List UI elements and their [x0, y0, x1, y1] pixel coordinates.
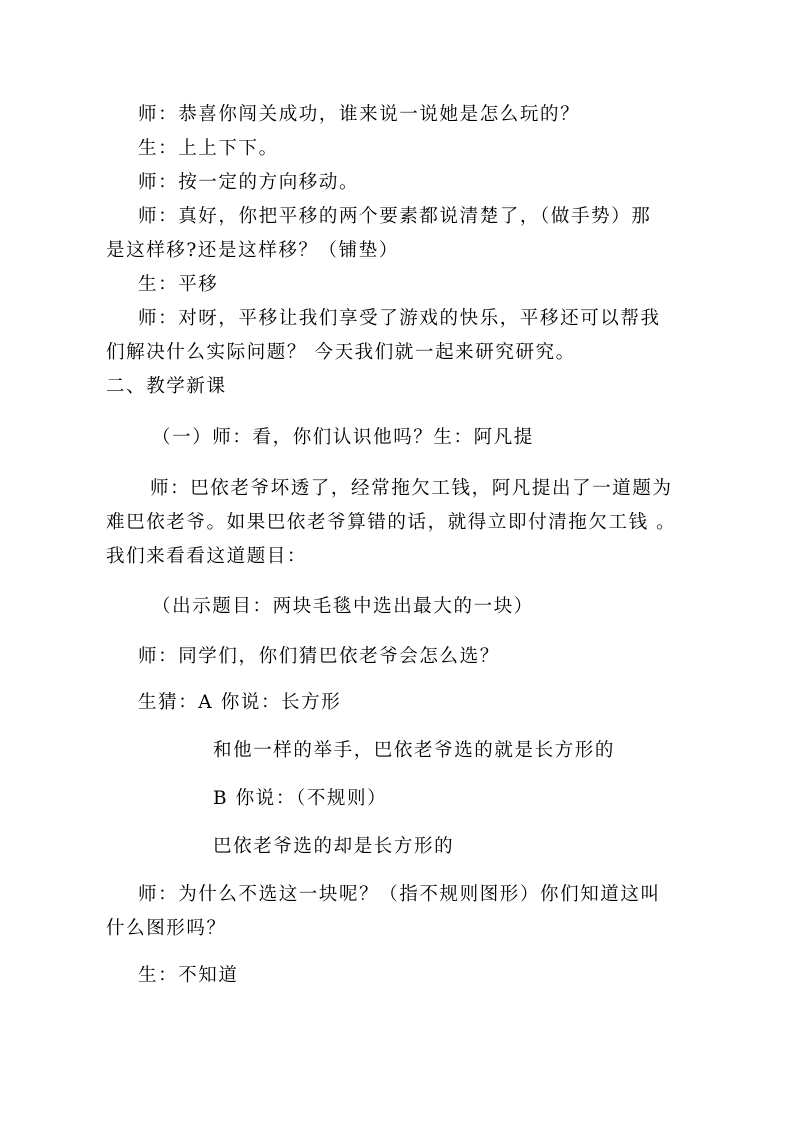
- section-heading: 二、教学新课: [106, 376, 227, 397]
- dialogue-line: 什么图形吗？: [106, 918, 227, 939]
- dialogue-line: B 你说：（不规则）: [213, 788, 388, 809]
- dialogue-line: 生：上上下下。: [138, 138, 279, 159]
- dialogue-line: 巴依老爷选的却是长方形的: [213, 836, 455, 857]
- dialogue-line: 师：按一定的方向移动。: [138, 172, 360, 193]
- dialogue-line: 师：恭喜你闯关成功，谁来说一说她是怎么玩的？: [138, 104, 581, 125]
- dialogue-line: 生：不知道: [138, 965, 239, 986]
- dialogue-line: 师：对呀，平移让我们享受了游戏的快乐，平移还可以帮我: [138, 308, 661, 329]
- dialogue-line: 难巴依老爷。如果巴依老爷算错的话，就得立即付清拖欠工钱 。: [106, 512, 677, 533]
- dialogue-line: 师：巴依老爷坏透了，经常拖欠工钱，阿凡提出了一道题为: [150, 478, 673, 499]
- dialogue-line: 师：真好，你把平移的两个要素都说清楚了，（做手势）那: [138, 206, 652, 227]
- dialogue-line: 生：平移: [138, 274, 219, 295]
- dialogue-line: 我们来看看这道题目：: [106, 546, 308, 567]
- dialogue-line: （出示题目：两块毛毯中选出最大的一块）: [152, 596, 534, 617]
- dialogue-line: 师：同学们，你们猜巴依老爷会怎么选？: [138, 646, 500, 667]
- dialogue-line: 是这样移?还是这样移？（铺垫）: [106, 240, 399, 261]
- dialogue-line: （一）师：看，你们认识他吗？生：阿凡提: [152, 427, 534, 448]
- dialogue-line: 生猜：A 你说：长方形: [138, 692, 342, 713]
- dialogue-line: 师：为什么不选这一块呢？（指不规则图形）你们知道这叫: [138, 884, 661, 905]
- dialogue-line: 和他一样的举手，巴依老爷选的就是长方形的: [213, 740, 616, 761]
- dialogue-line: 们解决什么实际问题？ 今天我们就一起来研究研究。: [106, 342, 576, 363]
